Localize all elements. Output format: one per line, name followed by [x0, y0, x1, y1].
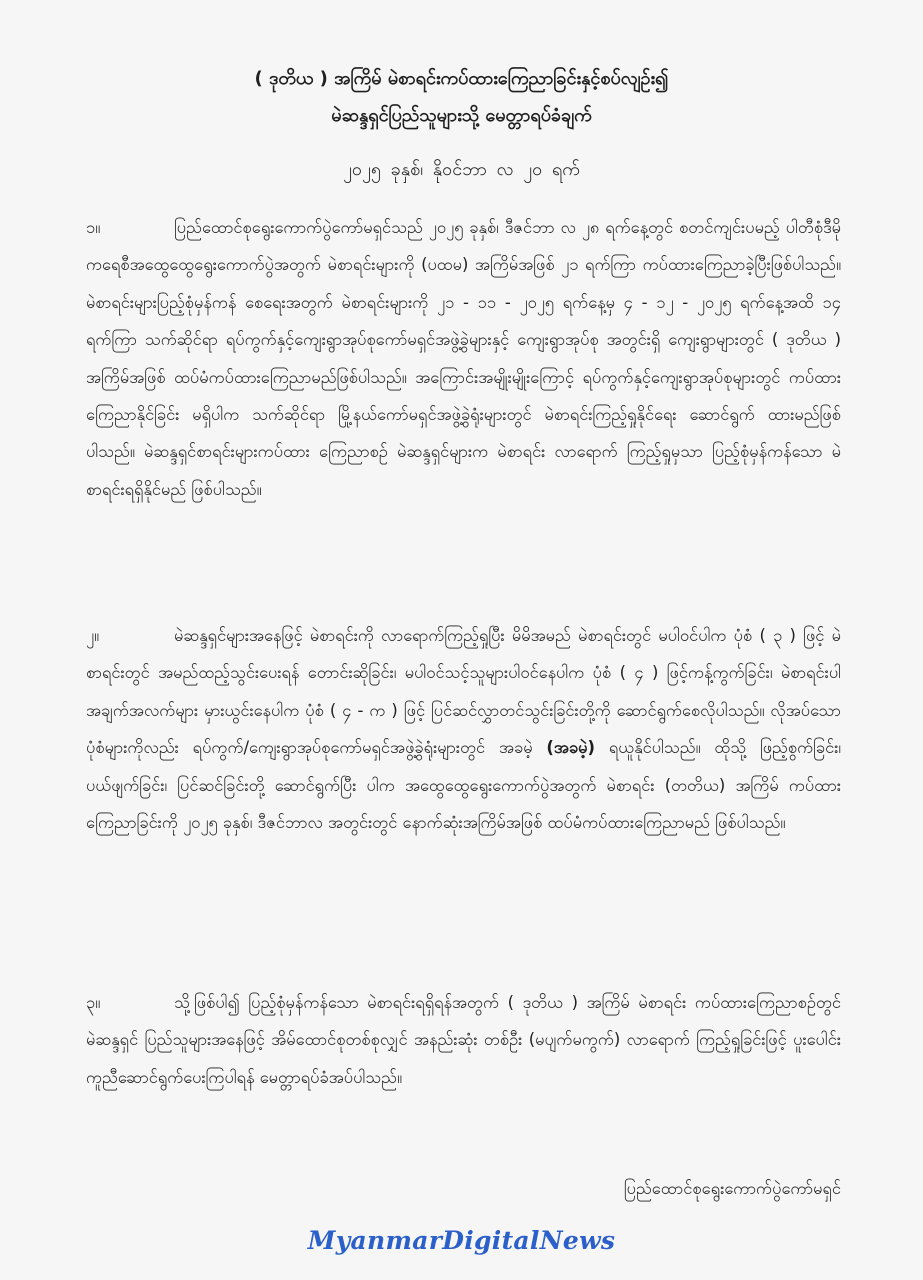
paragraph-2-text-before-bold: မဲဆန္ဒရှင်များအနေဖြင့် မဲစာရင်းကို လာရောက်ကြည့်ရှုပြီး မိမိအမည် မဲစာရင်းတွင် မပါဝင်ပါက ပုံစံ ( ၃ ) ဖြင့် မဲစာရင်းတွင် အမည်ထည့်သွင်းပေးရန် တောင်းဆိုခြင်း၊ မပါဝင်သင့်သူများပါဝင်နေပါက ပုံစံ ( ၄ ) ဖြင့်ကန့်ကွက်ခြင်း၊ မဲစာရင်းပါ အချက်အလက်များ မှားယွင်းနေပါက ပုံစံ ( ၄ - က ) ဖြင့် ပြင်ဆင်လွှာတင်သွင်းခြင်းတို့ကို ဆောင်ရွက်စေလိုပါသည်။ လိုအပ်သောပုံစံများကိုလည်း ရပ်ကွက်/ကျေးရွာအုပ်စုကော်မရှင်အဖွဲ့ခွဲရုံးများတွင် အခမဲ့: [86, 626, 841, 758]
paragraph-2-text-after-bold: ရယူနိုင်ပါသည်။ ထိုသို့ ဖြည့်စွက်ခြင်း၊ ပယ်ဖျက်ခြင်း၊ ပြင်ဆင်ခြင်းတို့ ဆောင်ရွက်ပြီး ပါက အထွေထွေရွေးကောက်ပွဲအတွက် မဲစာရင်း (တတိယ) အကြိမ် ကပ်ထားကြေညာခြင်းကို ၂၀၂၅ ခုနှစ်၊ ဒီဇင်ဘာလ အတွင်းတွင် နောက်ဆုံးအကြိမ်အဖြစ် ထပ်မံကပ်ထားကြေညာမည် ဖြစ်ပါသည်။: [86, 738, 841, 833]
paragraph-3: [86, 984, 841, 1096]
paragraph-3-text: သို့ဖြစ်ပါ၍ ပြည့်စုံမှန်ကန်သော မဲစာရင်းရရှိရန်အတွက် ( ဒုတိယ ) အကြိမ် မဲစာရင်း ကပ်ထားကြေညာစဉ်တွင် မဲဆန္ဒရှင် ပြည်သူများအနေဖြင့် အိမ်ထောင်စုတစ်စုလျှင် အနည်းဆုံး တစ်ဦး (မပျက်မကွက်) လာရောက် ကြည့်ရှုခြင်းဖြင့် ပူးပေါင်းကူညီဆောင်ရွက်ပေးကြပါရန် မေတ္တာရပ်ခံအပ်ပါသည်။: [86, 993, 841, 1087]
signature: ပြည်ထောင်စုရွေးကောက်ပွဲကော်မရှင်: [623, 1179, 841, 1198]
paragraph-3-number: ၃။: [86, 993, 101, 1012]
paragraph-2-number: ၂။: [86, 626, 100, 645]
paragraph-2-bold-text: (အခမဲ့): [546, 738, 596, 758]
document-date: ၂၀၂၅ ခုနှစ်၊ နိုဝင်ဘာ လ ၂၀ ရက်: [343, 159, 580, 180]
paragraph-1-text: ပြည်ထောင်စုရွေးကောက်ပွဲကော်မရှင်သည် ၂၀၂၅ ခုနှစ်၊ ဒီဇင်ဘာ လ ၂၈ ရက်နေ့တွင် စတင်ကျင်းပမည့် ပါတီစုံဒီမိုကရေစီအထွေထွေရွေးကောက်ပွဲအတွက် မဲစာရင်းများကို (ပထမ) အကြိမ်အဖြစ် ၂၁ ရက်ကြာ ကပ်ထားကြေညာခဲ့ပြီးဖြစ်ပါသည်။ မဲစာရင်းများပြည့်စုံမှန်ကန် စေရေးအတွက် မဲစာရင်းများကို ၂၁ - ၁၁ - ၂၀၂၅ ရက်နေ့မှ ၄ - ၁၂ - ၂၀၂၅ ရက်နေ့အထိ ၁၄ ရက်ကြာ သက်ဆိုင်ရာ ရပ်ကွက်နှင့်ကျေးရွာအုပ်စုကော်မရှင်အဖွဲ့ခွဲများနှင့် ကျေးရွာအုပ်စု အတွင်းရှိ ကျေးရွာများတွင် ( ဒုတိယ ) အကြိမ်အဖြစ် ထပ်မံကပ်ထားကြေညာမည်ဖြစ်ပါသည်။ အကြောင်းအမျိုးမျိုးကြောင့် ရပ်ကွက်နှင့်ကျေးရွာအုပ်စုများတွင် ကပ်ထားကြေညာနိုင်ခြင်း မရှိပါက သက်ဆိုင်ရာ မြို့နယ်ကော်မရှင်အဖွဲ့ခွဲရုံးများတွင် မဲစာရင်းကြည့်ရှုနိုင်ရေး ဆောင်ရွက် ထားမည်ဖြစ်ပါသည်။ မဲဆန္ဒရှင်စာရင်းများကပ်ထား ကြေညာစဉ် မဲဆန္ဒရှင်များက မဲစာရင်း လာရောက် ကြည့်ရှုမှသာ ပြည့်စုံမှန်ကန်သော မဲစာရင်းရရှိနိုင်မည် ဖြစ်ပါသည်။: [86, 218, 841, 499]
paragraph-2: [86, 617, 841, 841]
watermark-logo: MyanmarDigitalNews: [307, 1226, 616, 1255]
paragraph-1: [86, 209, 841, 508]
document-title-line-1: ( ဒုတိယ ) အကြိမ် မဲစာရင်းကပ်ထားကြေညာခြင်းနှင့်စပ်လျဉ်း၍: [254, 68, 669, 89]
document-title-line-2: မဲဆန္ဒရှင်ပြည်သူများသို့ မေတ္တာရပ်ခံချက်: [331, 105, 592, 126]
paragraph-1-number: ၁။: [86, 218, 101, 237]
